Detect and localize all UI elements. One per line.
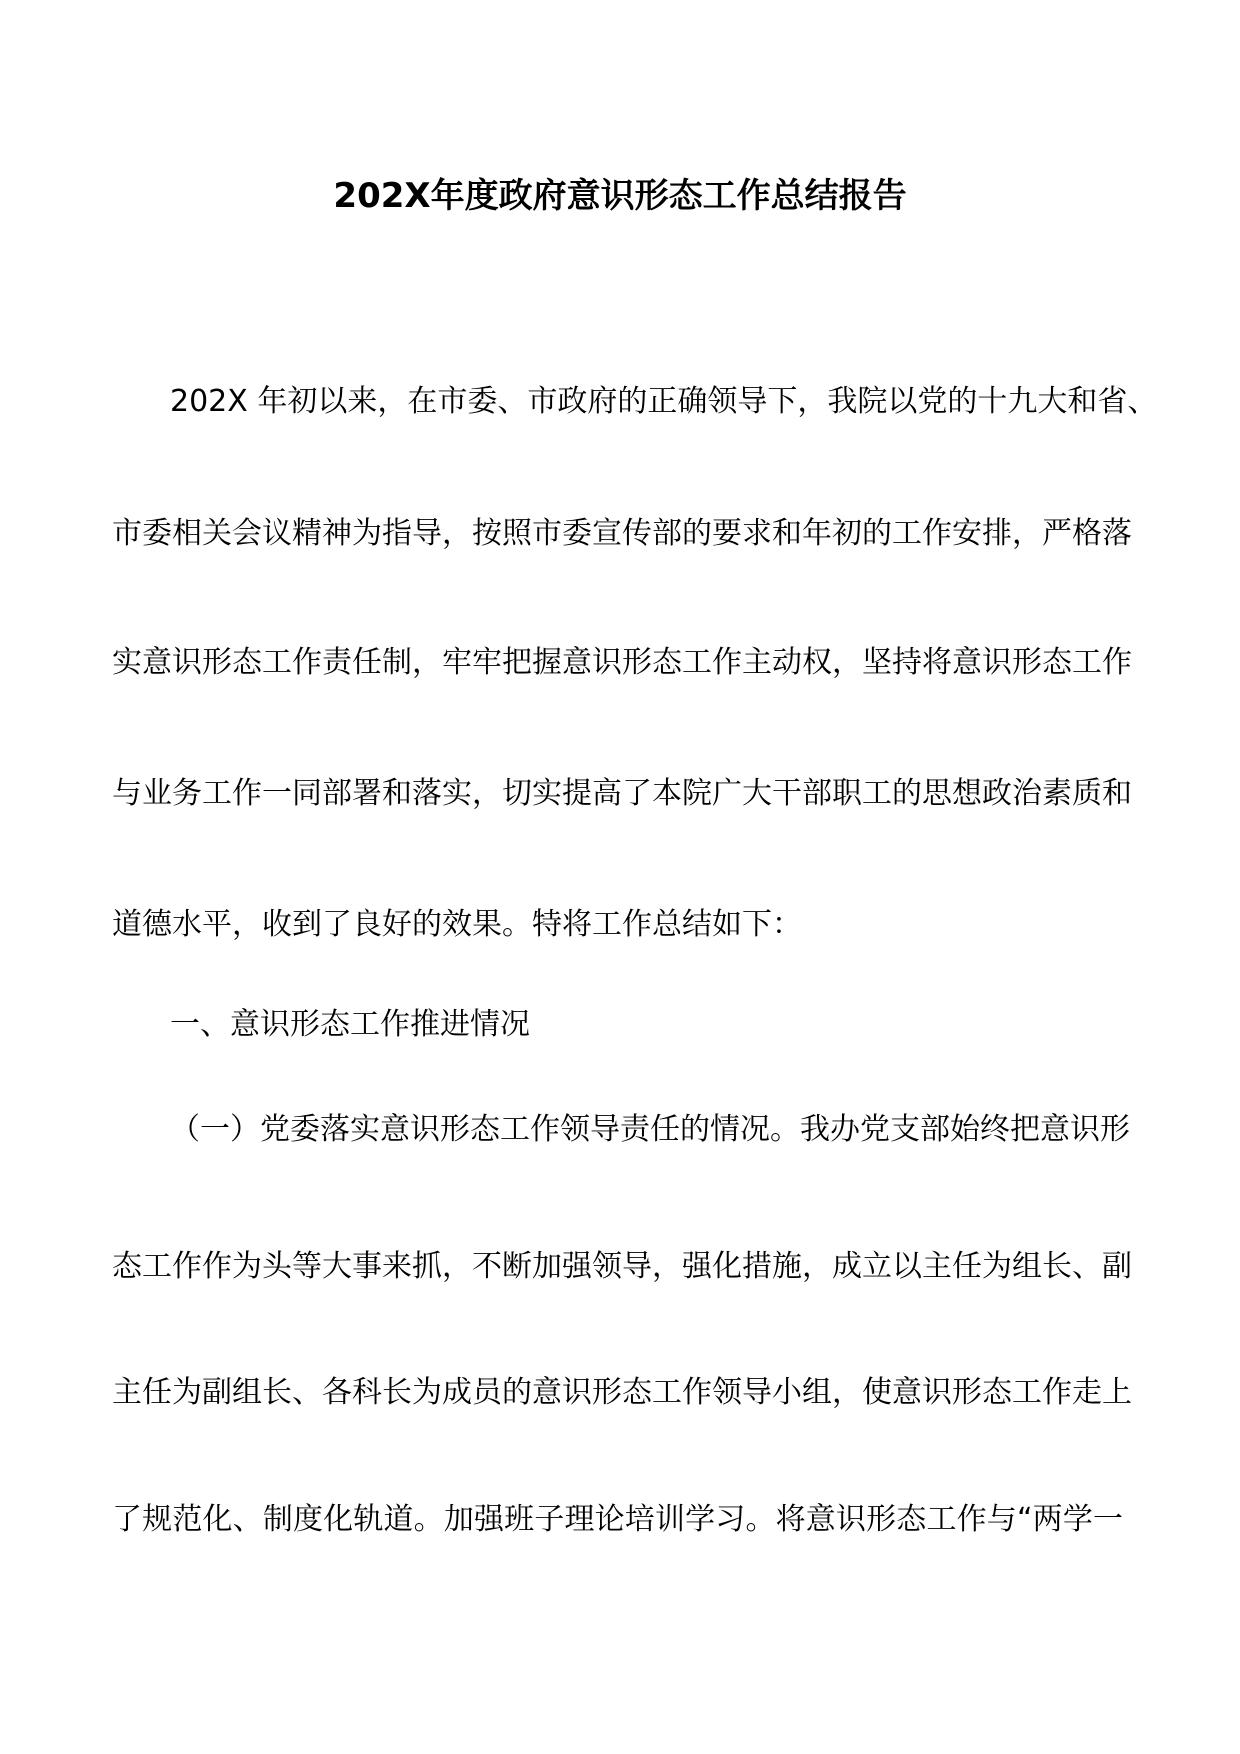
paragraph-line: 202X 年初以来，在市委、市政府的正确领导下，我院以党的十九大和省、 [170,384,1158,419]
paragraph-line: （一）党委落实意识形态工作领导责任的情况。我办党支部始终把意识形 [170,1112,1130,1147]
paragraph-line: 主任为副组长、各科长为成员的意识形态工作领导小组，使意识形态工作走上 [112,1375,1132,1410]
paragraph-line: 市委相关会议精神为指导，按照市委宣传部的要求和年初的工作安排，严格落 [112,516,1132,551]
paragraph-line: 实意识形态工作责任制，牢牢把握意识形态工作主动权，坚持将意识形态工作 [112,645,1132,680]
paragraph-line: 道德水平，收到了良好的效果。特将工作总结如下： [112,907,802,942]
document-title: 202X年度政府意识形态工作总结报告 [333,176,907,216]
paragraph-line: 了规范化、制度化轨道。加强班子理论培训学习。将意识形态工作与“两学一 [112,1502,1123,1537]
paragraph-line: 与业务工作一同部署和落实，切实提高了本院广大干部职工的思想政治素质和 [112,776,1132,811]
paragraph-line: 态工作作为头等大事来抓，不断加强领导，强化措施，成立以主任为组长、副 [112,1249,1132,1284]
section-heading: 一、意识形态工作推进情况 [170,1007,530,1042]
